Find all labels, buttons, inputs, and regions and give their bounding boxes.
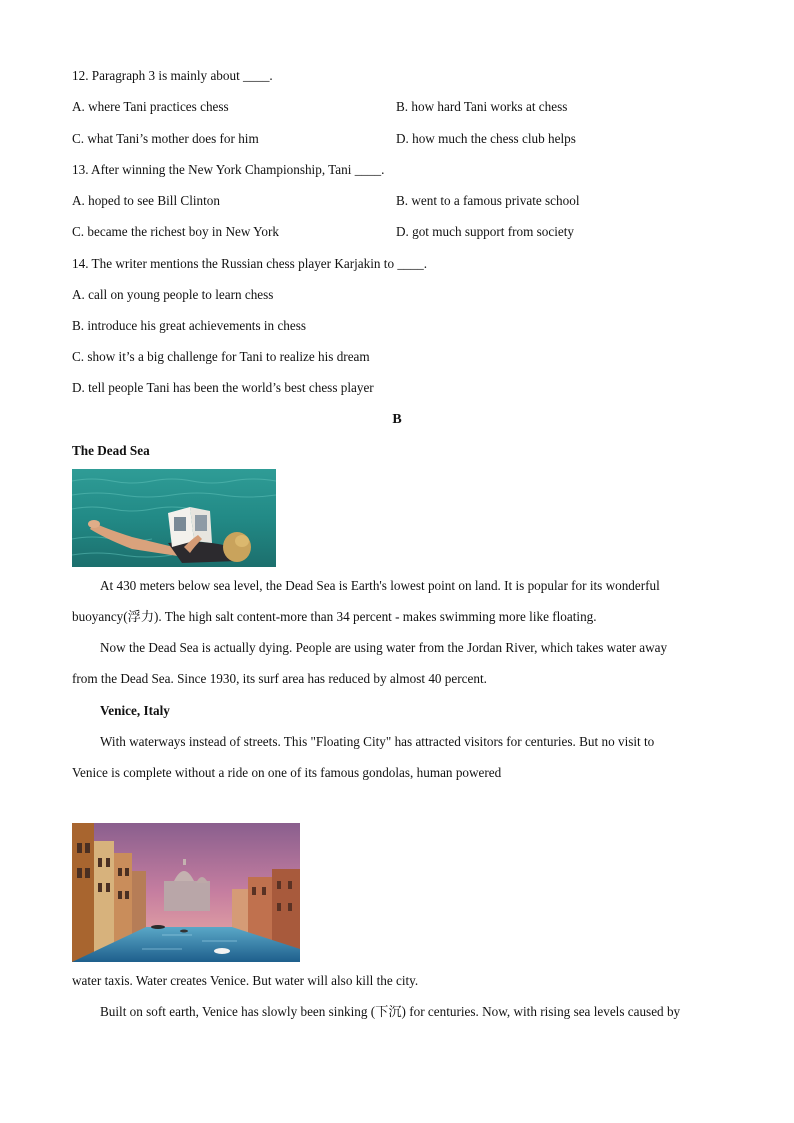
question-14-option-b: B. introduce his great achievements in chess bbox=[72, 318, 307, 333]
venice-photo bbox=[72, 823, 300, 962]
section-label: B bbox=[392, 412, 402, 427]
question-13-stem: 13. After winning the New York Championship, Tani ____. bbox=[72, 162, 385, 177]
question-12-option-d: D. how much the chess club helps bbox=[396, 131, 576, 146]
question-14-option-a: A. call on young people to learn chess bbox=[72, 287, 274, 302]
dead-sea-photo bbox=[72, 469, 276, 567]
question-14-option-c: C. show it’s a big challenge for Tani to realize his dream bbox=[72, 349, 370, 364]
question-12-stem: 12. Paragraph 3 is mainly about ____. bbox=[72, 68, 273, 83]
question-14-option-d: D. tell people Tani has been the world’s best chess player bbox=[72, 380, 374, 395]
question-12-option-b: B. how hard Tani works at chess bbox=[396, 99, 568, 114]
question-12-option-a: A. where Tani practices chess bbox=[72, 99, 229, 114]
dead-sea-paragraph-1-line-2: buoyancy(浮力). The high salt content-more than 34 percent - makes swimming more like floating. bbox=[72, 609, 597, 624]
venice-paragraph-1-line-1: With waterways instead of streets. This "Floating City" has attracted visitors for centuries. But no visit to bbox=[100, 734, 655, 749]
question-14-stem: 14. The writer mentions the Russian chess player Karjakin to ____. bbox=[72, 256, 428, 271]
question-13-option-b: B. went to a famous private school bbox=[396, 193, 580, 208]
dead-sea-paragraph-2-line-2: from the Dead Sea. Since 1930, its surf area has reduced by almost 40 percent. bbox=[72, 671, 487, 686]
venice-title: Venice, Italy bbox=[100, 703, 170, 718]
question-12-option-c: C. what Tani’s mother does for him bbox=[72, 131, 259, 146]
question-13-option-a: A. hoped to see Bill Clinton bbox=[72, 193, 220, 208]
dead-sea-title: The Dead Sea bbox=[72, 443, 150, 458]
question-13-option-c: C. became the richest boy in New York bbox=[72, 224, 279, 239]
dead-sea-paragraph-1-line-1: At 430 meters below sea level, the Dead Sea is Earth's lowest point on land. It is popular for its wonderful bbox=[100, 578, 660, 593]
venice-paragraph-2-line-1: Built on soft earth, Venice has slowly been sinking (下沉) for centuries. Now, with rising sea levels caused by bbox=[100, 1004, 681, 1019]
dead-sea-paragraph-2-line-1: Now the Dead Sea is actually dying. People are using water from the Jordan River, which takes water away bbox=[100, 640, 668, 655]
venice-paragraph-1-line-2: Venice is complete without a ride on one of its famous gondolas, human powered bbox=[72, 765, 502, 780]
question-13-option-d: D. got much support from society bbox=[396, 224, 575, 239]
venice-paragraph-1-line-3: water taxis. Water creates Venice. But water will also kill the city. bbox=[72, 973, 419, 988]
